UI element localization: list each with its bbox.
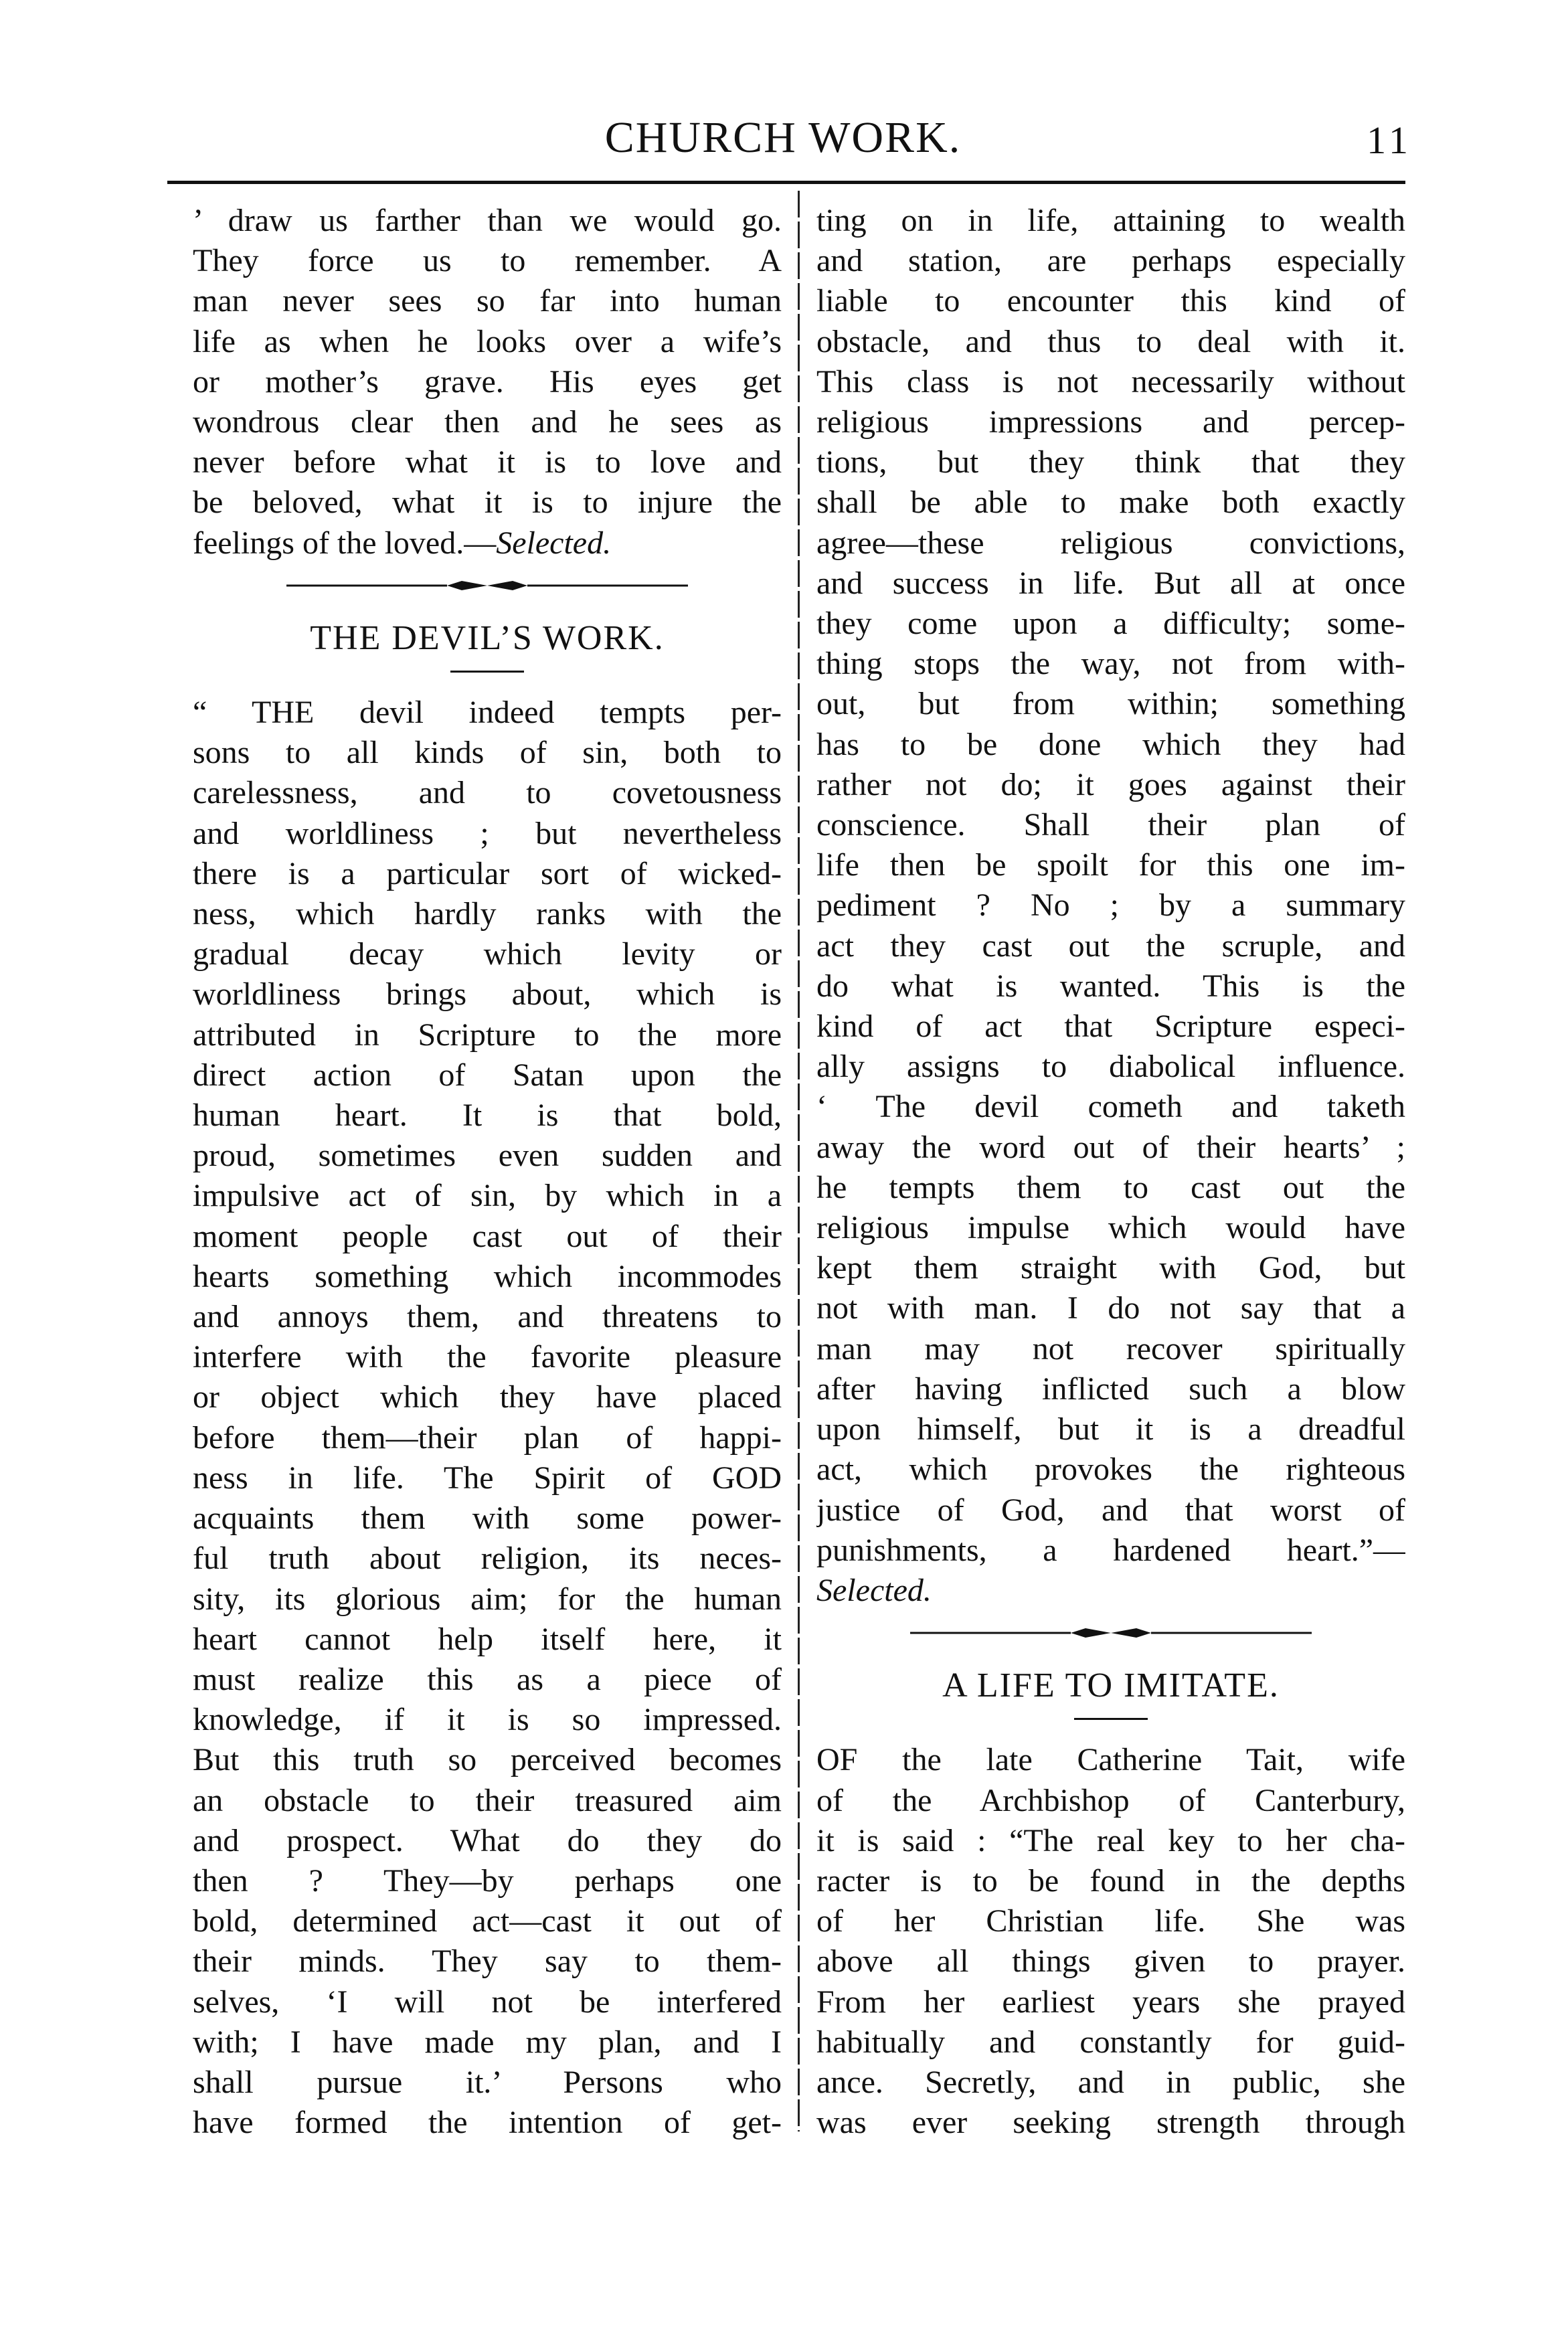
intro-last-line (193, 523, 782, 563)
text-line: punishments, a hardened heart.”— (816, 1532, 1405, 1568)
text-line: religious impulse which would have (816, 1210, 1405, 1246)
title-short-rule (450, 671, 524, 673)
text-line: they come upon a difficulty; some- (816, 606, 1405, 642)
left-column (193, 201, 782, 2208)
text-line: or mother’s grave. His eyes get (193, 363, 782, 400)
intro-source: Selected. (496, 525, 612, 561)
text-line: he tempts them to cast out the (816, 1169, 1405, 1205)
text-line: not with man. I do not say that a (816, 1290, 1405, 1326)
text-line: They force us to remember. A (193, 243, 782, 279)
text-line: must realize this as a piece of (193, 1661, 782, 1697)
text-line: before them—their plan of happi- (193, 1419, 782, 1456)
text-line: man never sees so far into human (193, 283, 782, 319)
text-line: human heart. It is that bold, (193, 1098, 782, 1134)
text-line: with; I have made my plan, and I (193, 2024, 782, 2060)
text-line: liable to encounter this kind of (816, 283, 1405, 319)
column-divider (798, 191, 800, 2131)
article-title-life-to-imitate: A LIFE TO IMITATE. (942, 1666, 1280, 1705)
text-line: wondrous clear then and he sees as (193, 404, 782, 440)
text-line: rather not do; it goes against their (816, 766, 1405, 802)
text-line: do what is wanted. This is the (816, 968, 1405, 1004)
text-line: was ever seeking strength through (816, 2105, 1405, 2141)
continued-source-line (816, 1571, 1405, 1611)
article-body-life-to-imitate (816, 1740, 1405, 2143)
text-line: OF the late Catherine Tait, wife (816, 1742, 1405, 1778)
article-body-devils-work (193, 693, 782, 2143)
text-line: selves, ‘I will not be interfered (193, 1984, 782, 2020)
text-line: and station, are perhaps especially (816, 243, 1405, 279)
text-line: impulsive act of sin, by which in a (193, 1178, 782, 1214)
text-line: justice of God, and that worst of (816, 1492, 1405, 1528)
text-line: then ? They—by perhaps one (193, 1862, 782, 1899)
text-line: away the word out of their hearts’ ; (816, 1129, 1405, 1165)
text-line: religious impressions and percep- (816, 404, 1405, 440)
text-line: But this truth so perceived becomes (193, 1742, 782, 1778)
ornament-divider (816, 1623, 1405, 1643)
text-line: gradual decay which levity or (193, 936, 782, 972)
text-line: bold, determined act—cast it out of (193, 1903, 782, 1939)
text-line: kept them straight with God, but (816, 1250, 1405, 1286)
text-line: “ THE devil indeed tempts per- (193, 695, 782, 731)
text-line: it is said : “The real key to her cha- (816, 1822, 1405, 1858)
header-rule (167, 181, 1405, 184)
text-line: of her Christian life. She was (816, 1903, 1405, 1939)
text-line: ful truth about religion, its neces- (193, 1541, 782, 1577)
text-line: there is a particular sort of wicked- (193, 855, 782, 891)
article-title-devils-work: THE DEVIL’S WORK. (310, 618, 665, 657)
continued-paragraph (816, 201, 1405, 1571)
text-line: carelessness, and to covetousness (193, 775, 782, 811)
text-line: acquaints them with some power- (193, 1500, 782, 1537)
text-line: above all things given to prayer. (816, 1943, 1405, 1980)
text-line: obstacle, and thus to deal with it. (816, 323, 1405, 359)
text-line: worldliness brings about, which is (193, 976, 782, 1013)
text-line: habitually and constantly for guid- (816, 2024, 1405, 2060)
text-line: sity, its glorious aim; for the human (193, 1581, 782, 1617)
text-line: life as when he looks over a wife’s (193, 323, 782, 359)
text-line: and success in life. But all at once (816, 565, 1405, 601)
continued-source: Selected. (816, 1572, 932, 1608)
text-line: shall be able to make both exactly (816, 485, 1405, 521)
text-line: racter is to be found in the depths (816, 1862, 1405, 1899)
text-line: be beloved, what it is to injure the (193, 485, 782, 521)
text-line: kind of act that Scripture especi- (816, 1009, 1405, 1045)
text-line: ness in life. The Spirit of GOD (193, 1460, 782, 1496)
text-line: ’ draw us farther than we would go. (193, 203, 782, 238)
text-line: of the Archbishop of Canterbury, (816, 1782, 1405, 1818)
text-line: conscience. Shall their plan of (816, 807, 1405, 843)
text-line: and annoys them, and threatens to (193, 1299, 782, 1335)
ornament-divider (193, 576, 782, 596)
text-line: an obstacle to their treasured aim (193, 1782, 782, 1818)
page-header (174, 100, 1412, 174)
text-line: This class is not necessarily without (816, 363, 1405, 400)
text-line: pediment ? No ; by a summary (816, 887, 1405, 924)
text-line: out, but from within; something (816, 686, 1405, 722)
text-line: direct action of Satan upon the (193, 1057, 782, 1093)
text-line: ally assigns to diabolical influence. (816, 1049, 1405, 1085)
text-line: moment people cast out of their (193, 1218, 782, 1254)
text-line: ‘ The devil cometh and taketh (816, 1089, 1405, 1125)
text-line: interfere with the favorite pleasure (193, 1339, 782, 1375)
text-line: have formed the intention of get- (193, 2105, 782, 2141)
intro-lines (193, 201, 782, 523)
text-line: man may not recover spiritually (816, 1330, 1405, 1367)
text-line: life then be spoilt for this one im- (816, 847, 1405, 883)
text-line: and prospect. What do they do (193, 1822, 782, 1858)
text-line: never before what it is to love and (193, 444, 782, 481)
text-line: From her earliest years she prayed (816, 1984, 1405, 2020)
text-line: upon himself, but it is a dreadful (816, 1411, 1405, 1448)
text-line: and worldliness ; but nevertheless (193, 815, 782, 851)
ornament-rule-icon (286, 576, 688, 596)
text-line: shall pursue it.’ Persons who (193, 2064, 782, 2100)
intro-last-text: feelings of the loved.— (193, 525, 497, 561)
text-line: agree—these religious convictions, (816, 525, 1405, 561)
text-line: act they cast out the scruple, and (816, 928, 1405, 964)
title-short-rule (1074, 1718, 1148, 1720)
text-line: ting on in life, attaining to wealth (816, 203, 1405, 238)
text-line: thing stops the way, not from with- (816, 646, 1405, 682)
ornament-rule-icon (910, 1623, 1312, 1643)
text-line: sons to all kinds of sin, both to (193, 735, 782, 771)
text-line: their minds. They say to them- (193, 1943, 782, 1980)
text-line: attributed in Scripture to the more (193, 1017, 782, 1053)
text-line: ance. Secretly, and in public, she (816, 2064, 1405, 2100)
text-line: or object which they have placed (193, 1379, 782, 1415)
text-line: hearts something which incommodes (193, 1258, 782, 1294)
text-line: after having inflicted such a blow (816, 1371, 1405, 1407)
running-title: CHURCH WORK. (604, 113, 962, 162)
right-column (816, 201, 1405, 2208)
text-line: tions, but they think that they (816, 444, 1405, 481)
text-line: ness, which hardly ranks with the (193, 896, 782, 932)
text-line: proud, sometimes even sudden and (193, 1138, 782, 1174)
text-line: knowledge, if it is so impressed. (193, 1702, 782, 1738)
intro-paragraph (193, 201, 782, 563)
text-line: heart cannot help itself here, it (193, 1621, 782, 1657)
text-line: act, which provokes the righteous (816, 1452, 1405, 1488)
text-line: has to be done which they had (816, 726, 1405, 762)
page-number: 11 (1367, 118, 1412, 162)
